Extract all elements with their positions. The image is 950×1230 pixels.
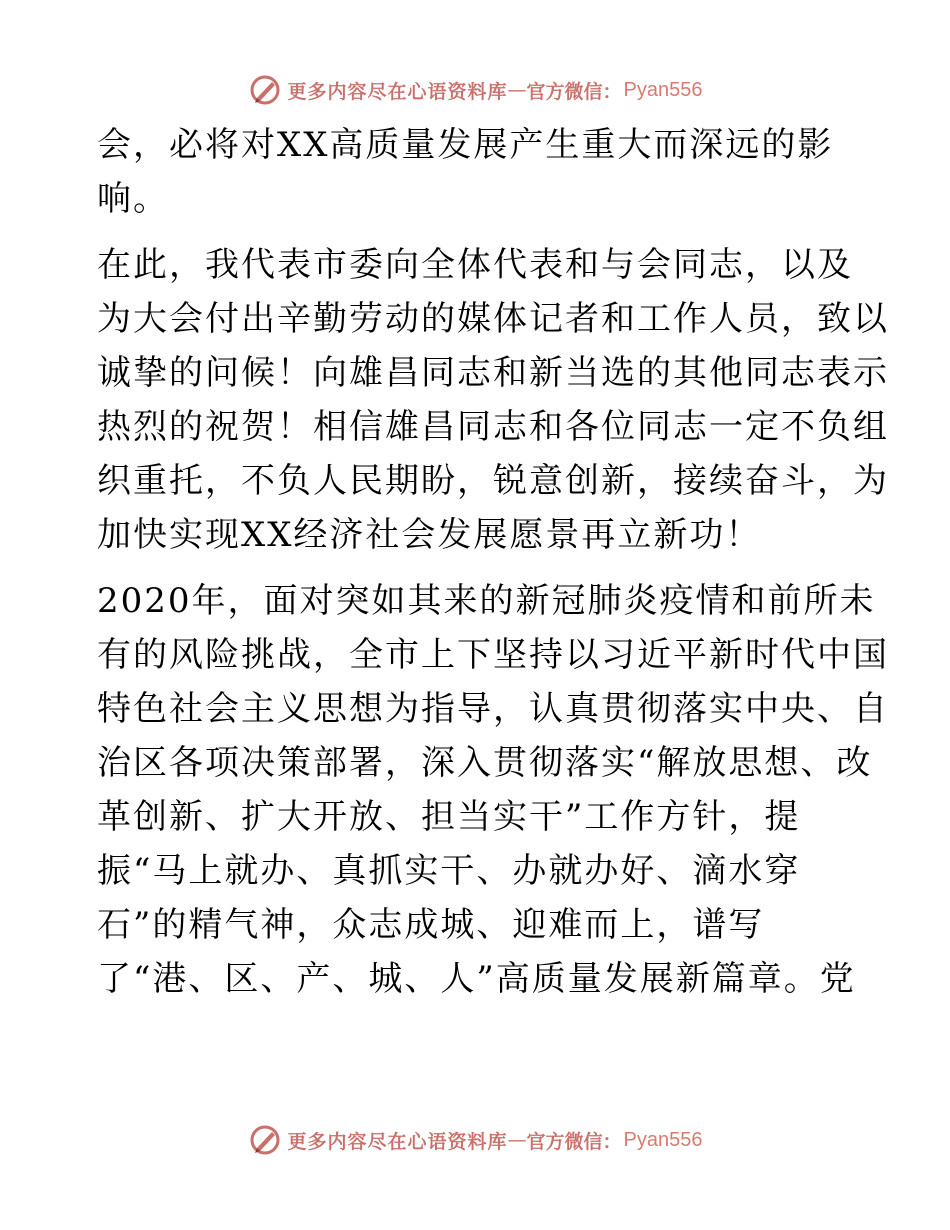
paragraph <box>97 238 889 562</box>
header-watermark <box>0 70 950 110</box>
pen-logo-icon <box>248 73 282 107</box>
watermark-site-text: 更多内容尽在心语资料库 <box>287 1130 508 1153</box>
watermark-wechat-id: Pyan556 <box>623 1128 703 1151</box>
text-line: 振“马上就办、真抓实干、办就办好、滴水穿 <box>97 851 801 891</box>
text-line: 有的风险挑战，全市上下坚持以习近平新时代中国 <box>97 635 889 675</box>
document-body <box>97 118 889 1018</box>
text-line: 响。 <box>97 179 169 219</box>
text-line: 热烈的祝贺！相信雄昌同志和各位同志一定不负组 <box>97 407 889 447</box>
text-line: 治区各项决策部署，深入贯彻落实“解放思想、改 <box>97 743 873 783</box>
text-line: 诚挚的问候！向雄昌同志和新当选的其他同志表示 <box>97 353 889 393</box>
text-line: 石”的精气神，众志成城、迎难而上，谱写 <box>97 905 765 945</box>
paragraph <box>97 118 857 226</box>
text-line: 特色社会主义思想为指导，认真贯彻落实中央、自 <box>97 689 889 729</box>
text-line: 革创新、扩大开放、担当实干”工作方针，提 <box>97 797 801 837</box>
watermark-wechat-label: 官方微信： <box>526 1130 622 1153</box>
watermark-dash: — <box>507 79 527 101</box>
pen-logo-icon <box>248 1123 282 1157</box>
text-line: 了“港、区、产、城、人”高质量发展新篇章。党 <box>97 959 856 999</box>
text-line: 在此，我代表市委向全体代表和与会同志，以及 <box>97 245 853 285</box>
watermark-site-text: 更多内容尽在心语资料库 <box>287 80 508 103</box>
paragraph <box>97 574 889 1006</box>
watermark-dash: — <box>507 1129 527 1151</box>
text-line: 加快实现XX经济社会发展愿景再立新功！ <box>97 515 762 555</box>
watermark-wechat-id: Pyan556 <box>623 78 703 101</box>
text-line: 2020年，面对突如其来的新冠肺炎疫情和前所未 <box>97 581 876 621</box>
text-line: 会，必将对XX高质量发展产生重大而深远的影 <box>97 125 834 165</box>
footer-watermark <box>0 1120 950 1160</box>
text-line: 为大会付出辛勤劳动的媒体记者和工作人员，致以 <box>97 299 889 339</box>
text-line: 织重托，不负人民期盼，锐意创新，接续奋斗，为 <box>97 461 889 501</box>
watermark-wechat-label: 官方微信： <box>526 80 622 103</box>
